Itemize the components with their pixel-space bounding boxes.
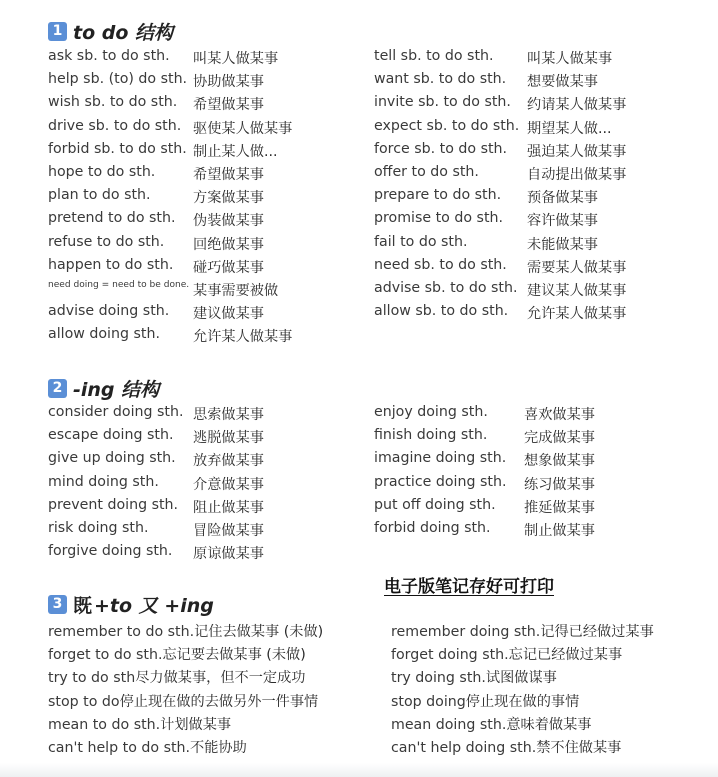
phrase-chinese: 制止某人做... xyxy=(193,143,278,160)
phrase-chinese: 需要某人做某事 xyxy=(527,259,627,276)
phrase-row xyxy=(0,714,718,737)
phrase-chinese: 禁不住做某事 xyxy=(536,739,622,756)
phrase-chinese: 允许某人做某事 xyxy=(193,329,293,346)
phrase-row xyxy=(0,667,718,690)
phrase-row xyxy=(0,644,718,667)
phrase-entry xyxy=(391,714,591,734)
phrase-chinese: 推延做某事 xyxy=(524,499,595,516)
phrase-chinese: 停止现在做的去做另外一件事情 xyxy=(119,693,319,710)
phrase-chinese: 试图做谋事 xyxy=(485,670,557,687)
phrase-english: forgive doing sth. xyxy=(48,543,173,560)
phrase-chinese: 尽力做某事，但不一定成功 xyxy=(135,670,306,687)
phrase-english: force sb. to do sth. xyxy=(374,140,508,157)
phrase-chinese: 自动提出做某事 xyxy=(527,166,627,183)
phrase-english: expect sb. to do sth. xyxy=(374,117,520,134)
phrase-entry xyxy=(48,714,231,734)
phrase-chinese: 意味着做某事 xyxy=(506,716,592,733)
bottom-edge xyxy=(0,763,718,777)
phrase-row xyxy=(0,427,718,450)
phrase-row xyxy=(0,164,718,187)
phrase-row xyxy=(0,94,718,117)
phrase-english: forbid doing sth. xyxy=(374,519,491,536)
section-2-title: -ing 结构 xyxy=(73,379,160,401)
phrase-english: advise doing sth. xyxy=(48,303,170,320)
section-2-list xyxy=(0,404,718,566)
phrase-chinese: 建议某人做某事 xyxy=(527,282,627,299)
phrase-english: finish doing sth. xyxy=(374,427,488,444)
phrase-chinese: 喜欢做某事 xyxy=(524,407,595,423)
section-1-title: to do 结构 xyxy=(73,22,174,44)
phrase-english: allow doing sth. xyxy=(48,326,160,343)
phrase-entry xyxy=(48,737,247,757)
section-3-prefix: 既 xyxy=(73,595,93,617)
phrase-row xyxy=(0,474,718,497)
phrase-chinese: 原谅做某事 xyxy=(193,546,264,563)
phrase-chinese: 预备做某事 xyxy=(527,190,598,207)
phrase-english: try to do sth xyxy=(48,670,136,687)
phrase-chinese: 希望做某事 xyxy=(193,166,264,183)
phrase-row xyxy=(0,187,718,210)
phrase-english: mean to do sth. xyxy=(48,716,161,733)
phrase-row xyxy=(0,280,718,303)
phrase-chinese: 放弃做某事 xyxy=(193,453,264,470)
phrase-row xyxy=(0,497,718,520)
section-1-heading xyxy=(48,18,173,45)
phrase-chinese: 思索做某事 xyxy=(193,407,264,423)
phrase-english: need sb. to do sth. xyxy=(374,256,507,273)
phrase-row xyxy=(0,450,718,473)
phrase-chinese: 方案做某事 xyxy=(193,190,264,207)
phrase-chinese: 叫某人做某事 xyxy=(527,51,613,67)
phrase-english: hope to do sth. xyxy=(48,163,156,180)
phrase-chinese: 完成做某事 xyxy=(524,430,595,447)
phrase-chinese: 未能做某事 xyxy=(527,236,598,253)
phrase-chinese: 逃脱做某事 xyxy=(193,430,264,447)
phrase-chinese: 强迫某人做某事 xyxy=(527,143,627,160)
phrase-english: want sb. to do sth. xyxy=(374,71,507,88)
phrase-english: can't help to do sth. xyxy=(48,739,191,756)
phrase-english: pretend to do sth. xyxy=(48,210,176,227)
phrase-entry xyxy=(391,691,579,711)
phrase-entry xyxy=(48,644,306,664)
phrase-chinese: 建议做某事 xyxy=(193,306,264,323)
phrase-english: wish sb. to do sth. xyxy=(48,94,178,111)
phrase-chinese: 练习做某事 xyxy=(524,476,595,493)
phrase-chinese: 记得已经做过某事 xyxy=(540,624,654,640)
phrase-row xyxy=(0,621,718,644)
phrase-english: can't help doing sth. xyxy=(391,739,537,756)
phrase-chinese: 伪装做某事 xyxy=(193,213,264,230)
phrase-row xyxy=(0,404,718,427)
phrase-english: prevent doing sth. xyxy=(48,496,179,513)
phrase-english: give up doing sth. xyxy=(48,450,176,467)
phrase-chinese: 期望某人做... xyxy=(527,120,612,137)
phrase-english: promise to do sth. xyxy=(374,210,504,227)
phrase-chinese: 想要做某事 xyxy=(527,74,598,91)
phrase-row xyxy=(0,520,718,543)
phrase-row xyxy=(0,210,718,233)
phrase-english: imagine doing sth. xyxy=(374,450,507,467)
phrase-english: consider doing sth. xyxy=(48,404,184,420)
phrase-entry xyxy=(48,621,323,641)
phrase-english: invite sb. to do sth. xyxy=(374,94,511,111)
phrase-english: forget to do sth. xyxy=(48,647,163,664)
phrase-row xyxy=(0,326,718,349)
phrase-entry xyxy=(391,644,622,664)
phrase-chinese: 停止现在做的事情 xyxy=(465,693,580,710)
phrase-chinese: 约请某人做某事 xyxy=(527,97,627,114)
section-2-heading xyxy=(48,375,159,402)
phrase-english: plan to do sth. xyxy=(48,187,151,204)
phrase-english: remember doing sth. xyxy=(391,624,541,640)
phrase-chinese: 叫某人做某事 xyxy=(193,51,279,67)
phrase-chinese: 阻止做某事 xyxy=(193,499,264,516)
phrase-entry xyxy=(48,667,305,687)
phrase-chinese: 计划做某事 xyxy=(160,716,232,733)
phrase-row xyxy=(0,691,718,714)
phrase-english: advise sb. to do sth. xyxy=(374,279,518,296)
phrase-english: happen to do sth. xyxy=(48,256,174,273)
phrase-row xyxy=(0,48,718,71)
section-3-list xyxy=(0,621,718,760)
phrase-chinese: 希望做某事 xyxy=(193,97,264,114)
phrase-chinese: 协助做某事 xyxy=(193,74,264,91)
section-1-badge: 1 xyxy=(48,22,67,41)
section-1-list xyxy=(0,48,718,349)
phrase-english: risk doing sth. xyxy=(48,519,149,536)
phrase-entry xyxy=(48,691,318,711)
phrase-chinese: 想象做某事 xyxy=(524,453,595,470)
section-2-badge: 2 xyxy=(48,379,67,398)
phrase-english: forbid sb. to do sth. xyxy=(48,140,187,157)
phrase-chinese: 容许做某事 xyxy=(527,213,598,230)
phrase-english: try doing sth. xyxy=(391,670,486,687)
phrase-row xyxy=(0,141,718,164)
phrase-english: enjoy doing sth. xyxy=(374,404,488,420)
phrase-english: escape doing sth. xyxy=(48,427,174,444)
phrase-chinese: 不能协助 xyxy=(190,739,247,756)
phrase-english: fail to do sth. xyxy=(374,233,468,250)
phrase-entry xyxy=(391,737,621,757)
phrase-english: mind doing sth. xyxy=(48,473,159,490)
phrase-english: put off doing sth. xyxy=(374,496,496,513)
print-notes-banner: 电子版笔记存好可打印 xyxy=(384,577,554,597)
phrase-chinese: 忘记已经做过某事 xyxy=(508,647,623,664)
phrase-english: remember to do sth. xyxy=(48,624,195,640)
phrase-english: need doing = need to be done. xyxy=(48,279,190,290)
section-3-heading xyxy=(48,591,214,618)
phrase-chinese: 制止做某事 xyxy=(524,522,595,539)
section-3-title: +to 又 +ing xyxy=(94,595,214,617)
phrase-chinese: 介意做某事 xyxy=(193,476,264,493)
phrase-english: tell sb. to do sth. xyxy=(374,48,494,64)
phrase-row xyxy=(0,234,718,257)
phrase-chinese: 驱使某人做某事 xyxy=(193,120,293,137)
phrase-chinese: 允许某人做某事 xyxy=(527,306,627,323)
phrase-english: mean doing sth. xyxy=(391,716,507,733)
phrase-english: drive sb. to do sth. xyxy=(48,117,182,134)
phrase-chinese: 回绝做某事 xyxy=(193,236,264,253)
phrase-english: practice doing sth. xyxy=(374,473,507,490)
phrase-entry xyxy=(391,667,557,687)
phrase-row xyxy=(0,118,718,141)
phrase-english: ask sb. to do sth. xyxy=(48,48,170,64)
phrase-english: refuse to do sth. xyxy=(48,233,165,250)
phrase-entry xyxy=(391,621,654,641)
phrase-chinese: 记住去做某事 (未做) xyxy=(194,624,324,640)
phrase-row xyxy=(0,737,718,760)
phrase-chinese: 忘记要去做某事 (未做) xyxy=(162,647,306,664)
phrase-english: allow sb. to do sth. xyxy=(374,303,509,320)
phrase-row xyxy=(0,257,718,280)
phrase-chinese: 某事需要被做 xyxy=(193,282,279,299)
phrase-english: forget doing sth. xyxy=(391,647,509,664)
phrase-chinese: 冒险做某事 xyxy=(193,522,264,539)
phrase-row xyxy=(0,303,718,326)
phrase-english: help sb. (to) do sth. xyxy=(48,71,188,88)
phrase-english: offer to do sth. xyxy=(374,163,479,180)
phrase-chinese: 碰巧做某事 xyxy=(193,259,264,276)
section-3-badge: 3 xyxy=(48,595,67,614)
phrase-row xyxy=(0,71,718,94)
phrase-english: prepare to do sth. xyxy=(374,187,502,204)
phrase-english: stop to do xyxy=(48,693,120,710)
phrase-row xyxy=(0,543,718,566)
phrase-english: stop doing xyxy=(391,693,466,710)
